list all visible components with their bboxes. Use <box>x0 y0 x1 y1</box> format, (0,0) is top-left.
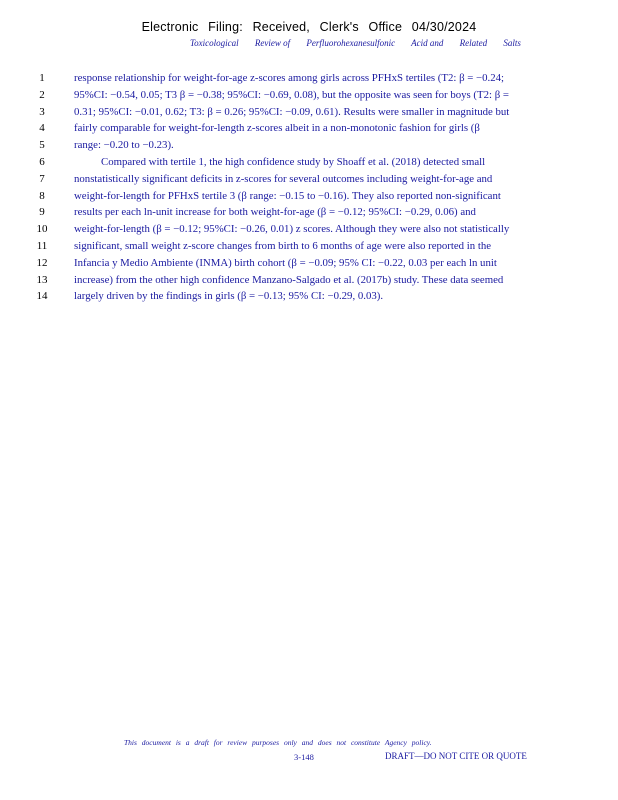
draft-notice: DRAFT—DO NOT CITE OR QUOTE <box>385 751 527 761</box>
filing-stamp: Electronic Filing: Received, Clerk's Office 04/30/2024 <box>141 20 477 34</box>
text-line <box>0 223 618 240</box>
text-line <box>0 274 618 291</box>
line-text: nonstatistically significant deficits in z-scores for several outcomes including weight-for-age and <box>74 172 493 185</box>
running-head-part: Toxicological <box>190 38 239 48</box>
text-line <box>0 206 618 223</box>
line-number: 13 <box>36 273 48 286</box>
text-line <box>0 257 618 274</box>
line-number: 12 <box>36 256 48 269</box>
line-number: 14 <box>36 290 48 303</box>
line-text: results per each ln-unit increase for both weight-for-age (β = −0.12; 95%CI: −0.29, 0.06) and <box>74 206 476 219</box>
line-number: 2 <box>39 88 45 101</box>
line-text: Compared with tertile 1, the high confidence study by Shoaff et al. (2018) detected small <box>74 155 486 168</box>
line-text: weight-for-length for PFHxS tertile 3 (β range: −0.15 to −0.16). They also reported non-significant <box>74 189 501 202</box>
line-text: largely driven by the findings in girls (β = −0.13; 95% CI: −0.29, 0.03). <box>74 290 384 303</box>
footer-disclaimer: This document is a draft for review purposes only and does not constitute Agency policy. <box>124 738 432 747</box>
running-head-part: Review of <box>254 38 291 48</box>
running-head-part: Acid and <box>411 38 444 48</box>
running-head-part: Salts <box>503 38 521 48</box>
line-number: 6 <box>39 155 45 168</box>
line-number: 3 <box>39 105 45 118</box>
line-number: 1 <box>39 72 45 84</box>
line-text: 95%CI: −0.54, 0.05; T3 β = −0.38; 95%CI: −0.69, 0.08), but the opposite was seen for boys (T2: β = <box>74 88 509 101</box>
line-number: 11 <box>36 239 48 252</box>
text-line <box>0 122 618 139</box>
text-line <box>0 89 618 106</box>
line-text: increase) from the other high confidence Manzano-Salgado et al. (2017b) study. These data seemed <box>74 273 504 286</box>
page-number: 3-148 <box>294 752 314 762</box>
text-line <box>0 290 618 307</box>
line-number: 10 <box>36 223 48 236</box>
text-line <box>0 190 618 207</box>
running-head-part: Perfluorohexanesulfonic <box>306 38 396 48</box>
text-line <box>0 106 618 123</box>
line-text: weight-for-length (β = −0.12; 95%CI: −0.26, 0.01) z scores. Although they were also not statistically <box>74 223 510 236</box>
line-text: Infancia y Medio Ambiente (INMA) birth cohort (β = −0.09; 95% CI: −0.22, 0.03 per each ln unit <box>74 256 497 269</box>
document-body <box>0 72 618 307</box>
running-head-part: Related <box>459 38 488 48</box>
line-text: response relationship for weight-for-age z-scores among girls across PFHxS tertiles (T2: β = −0.24; <box>74 72 505 84</box>
line-number: 4 <box>39 122 45 135</box>
line-text: significant, small weight z-score changes from birth to 6 months of age were also reported in the <box>74 239 492 252</box>
line-text: 0.31; 95%CI: −0.01, 0.62; T3: β = 0.26; 95%CI: −0.09, 0.61). Results were smaller in magnitude but <box>74 105 510 118</box>
text-line <box>0 139 618 156</box>
line-text: fairly comparable for weight-for-length z-scores albeit in a non-monotonic fashion for girls (β <box>74 122 480 135</box>
text-line <box>0 240 618 257</box>
text-line <box>0 173 618 190</box>
line-number: 5 <box>39 139 45 152</box>
text-line <box>0 156 618 173</box>
text-line <box>0 72 618 89</box>
line-number: 8 <box>39 189 45 202</box>
line-number: 9 <box>39 206 45 219</box>
line-text: range: −0.20 to −0.23). <box>74 139 174 152</box>
line-number: 7 <box>39 172 45 185</box>
running-head <box>190 38 535 48</box>
